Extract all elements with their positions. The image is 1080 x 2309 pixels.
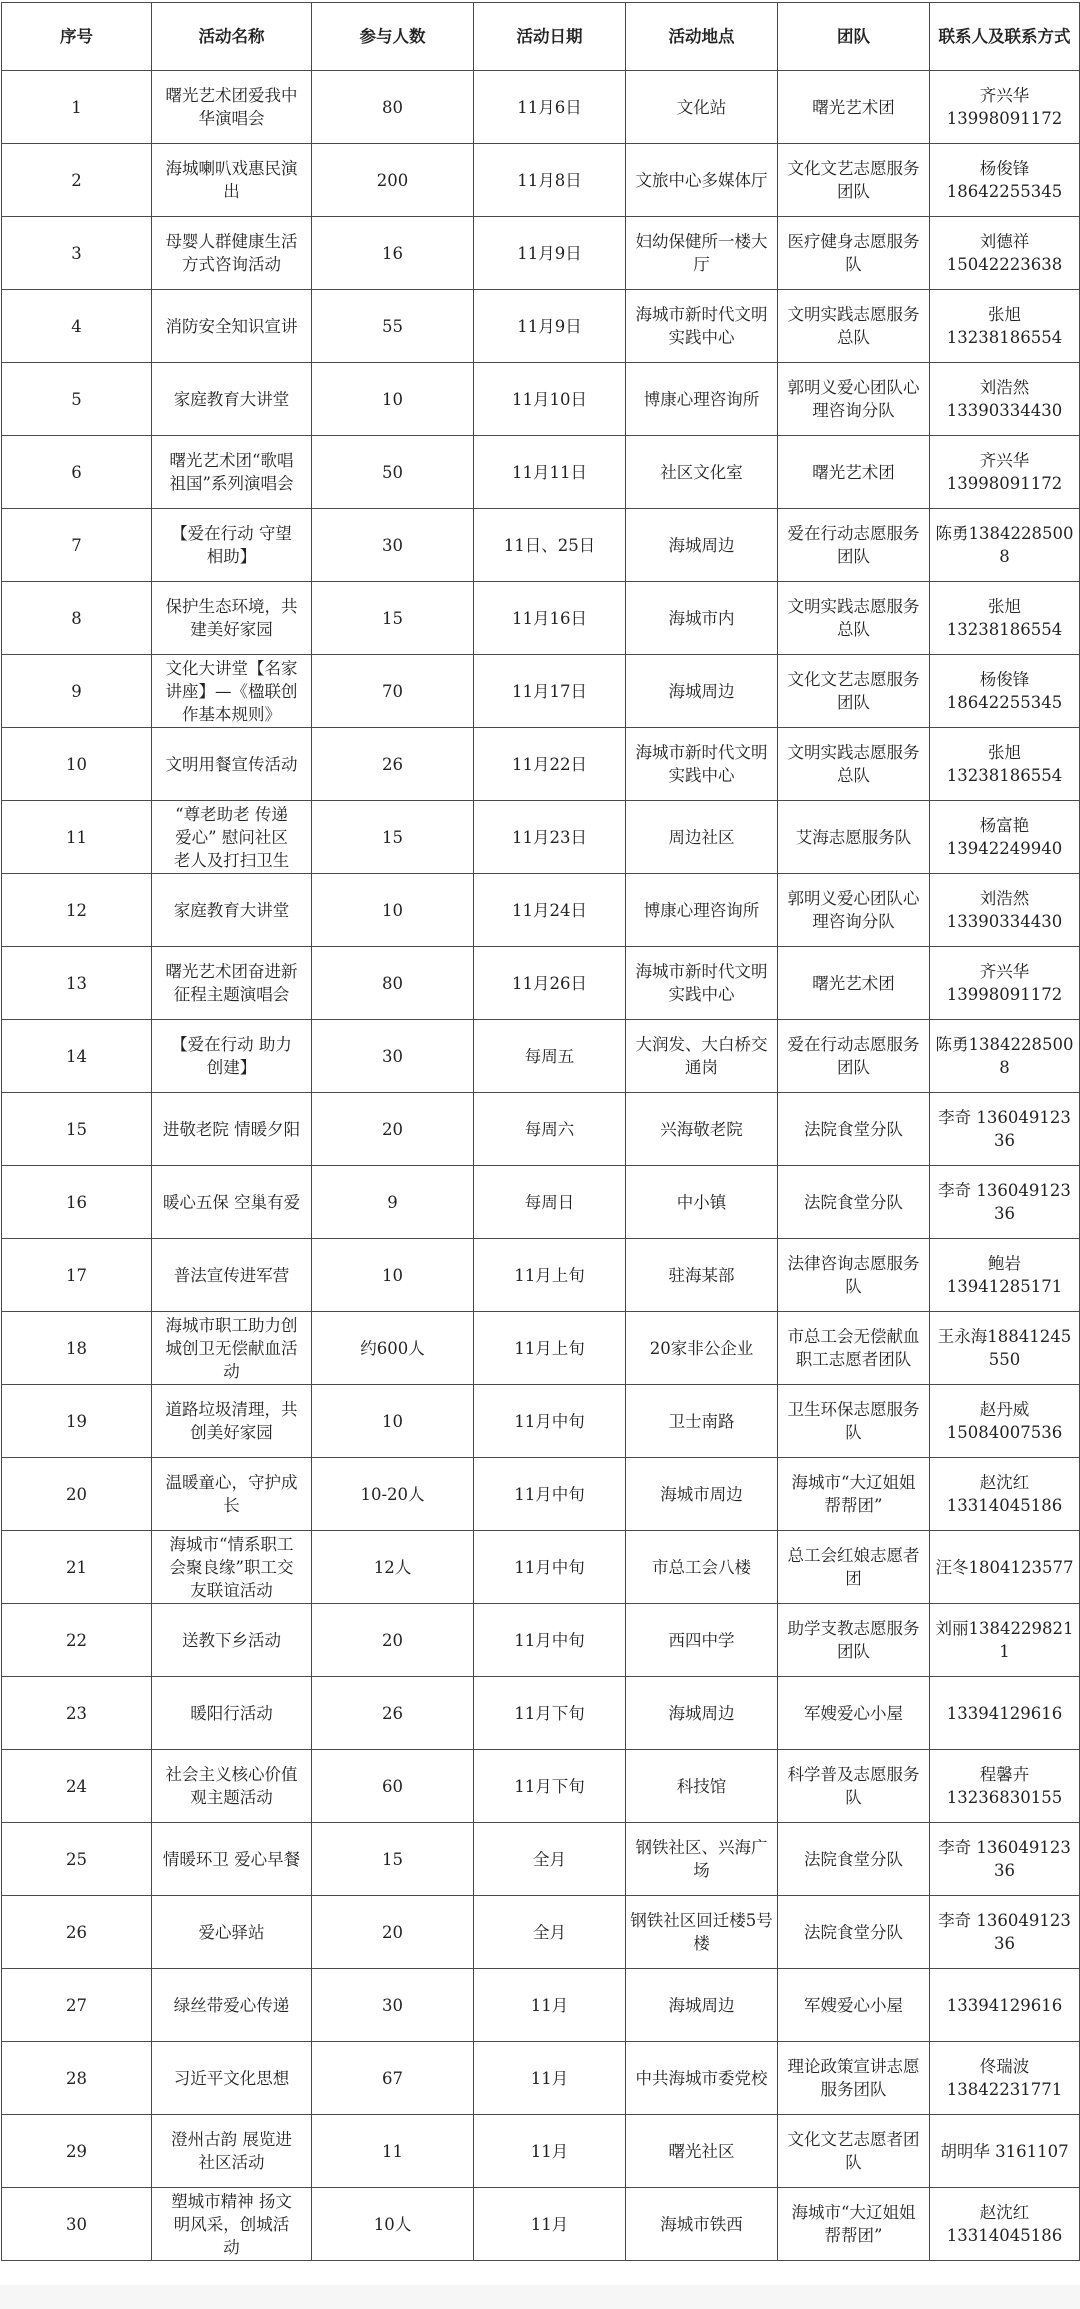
team-name: 法院食堂分队 [778, 1823, 930, 1896]
contact-info: 赵丹威 15084007536 [930, 1385, 1080, 1458]
activity-date: 全月 [474, 1896, 626, 1969]
activity-location: 大润发、大白桥交 通岗 [626, 1020, 778, 1093]
activity-location: 博康心理咨询所 [626, 363, 778, 436]
contact-info: 张旭 13238186554 [930, 582, 1080, 655]
table-row [2, 947, 1080, 1020]
participant-count: 80 [312, 71, 474, 144]
contact-info: 杨俊锋 18642255345 [930, 655, 1080, 728]
activity-location: 中共海城市委党校 [626, 2042, 778, 2115]
table-row [2, 1896, 1080, 1969]
table-row [2, 1239, 1080, 1312]
activity-date: 11月 [474, 2115, 626, 2188]
activity-date: 11月10日 [474, 363, 626, 436]
activity-name: 绿丝带爱心传递 [152, 1969, 312, 2042]
activity-name: 暖心五保 空巢有爱 [152, 1166, 312, 1239]
contact-info: 张旭 13238186554 [930, 290, 1080, 363]
activity-name: 海城市职工助力创 城创卫无偿献血活 动 [152, 1312, 312, 1385]
participant-count: 11 [312, 2115, 474, 2188]
row-index: 3 [2, 217, 152, 290]
team-name: 文化文艺志愿服务 团队 [778, 144, 930, 217]
activity-location: 驻海某部 [626, 1239, 778, 1312]
contact-info: 李奇 13604912336 [930, 1823, 1080, 1896]
activity-date: 11月下旬 [474, 1677, 626, 1750]
activity-location: 海城周边 [626, 655, 778, 728]
contact-info: 张旭 13238186554 [930, 728, 1080, 801]
table-row [2, 2188, 1080, 2261]
contact-info: 赵沈红 13314045186 [930, 1458, 1080, 1531]
activity-name: 海城市“情系职工 会聚良缘”职工交 友联谊活动 [152, 1531, 312, 1604]
team-name: 曙光艺术团 [778, 436, 930, 509]
header-team: 团队 [778, 3, 930, 71]
contact-info: 陈勇13842285008 [930, 1020, 1080, 1093]
activity-date: 每周日 [474, 1166, 626, 1239]
activity-name: 文明用餐宣传活动 [152, 728, 312, 801]
activity-name: 澄州古韵 展览进 社区活动 [152, 2115, 312, 2188]
team-name: 曙光艺术团 [778, 71, 930, 144]
row-index: 1 [2, 71, 152, 144]
activity-date: 11月 [474, 2042, 626, 2115]
table-row [2, 1750, 1080, 1823]
activity-location: 钢铁社区、兴海广场 [626, 1823, 778, 1896]
contact-info: 刘浩然 13390334430 [930, 363, 1080, 436]
activity-date: 11月8日 [474, 144, 626, 217]
row-index: 4 [2, 290, 152, 363]
team-name: 艾海志愿服务队 [778, 801, 930, 874]
contact-info: 杨富艳 13942249940 [930, 801, 1080, 874]
table-row [2, 874, 1080, 947]
activity-name: “尊老助老 传递 爱心” 慰问社区 老人及打扫卫生 [152, 801, 312, 874]
participant-count: 10 [312, 1385, 474, 1458]
contact-info: 陈勇13842285008 [930, 509, 1080, 582]
table-row [2, 290, 1080, 363]
participant-count: 10人 [312, 2188, 474, 2261]
activity-date: 11月 [474, 2188, 626, 2261]
row-index: 30 [2, 2188, 152, 2261]
activity-date: 11月16日 [474, 582, 626, 655]
participant-count: 30 [312, 1020, 474, 1093]
team-name: 法院食堂分队 [778, 1896, 930, 1969]
activity-name: 习近平文化思想 [152, 2042, 312, 2115]
header-location: 活动地点 [626, 3, 778, 71]
team-name: 文明实践志愿服务 总队 [778, 582, 930, 655]
activity-date: 每周六 [474, 1093, 626, 1166]
table-row [2, 655, 1080, 728]
activity-location: 卫士南路 [626, 1385, 778, 1458]
contact-info: 13394129616 [930, 1677, 1080, 1750]
table-row [2, 363, 1080, 436]
activity-date: 11月6日 [474, 71, 626, 144]
contact-info: 刘丽13842298211 [930, 1604, 1080, 1677]
participant-count: 10 [312, 363, 474, 436]
activity-location: 市总工会八楼 [626, 1531, 778, 1604]
row-index: 27 [2, 1969, 152, 2042]
participant-count: 200 [312, 144, 474, 217]
team-name: 法院食堂分队 [778, 1093, 930, 1166]
activity-location: 社区文化室 [626, 436, 778, 509]
activity-name: 曙光艺术团“歌唱 祖国”系列演唱会 [152, 436, 312, 509]
row-index: 25 [2, 1823, 152, 1896]
row-index: 5 [2, 363, 152, 436]
header-activity-name: 活动名称 [152, 3, 312, 71]
team-name: 法院食堂分队 [778, 1166, 930, 1239]
row-index: 6 [2, 436, 152, 509]
team-name: 文化文艺志愿者团 队 [778, 2115, 930, 2188]
participant-count: 约600人 [312, 1312, 474, 1385]
row-index: 12 [2, 874, 152, 947]
activity-name: 情暖环卫 爱心早餐 [152, 1823, 312, 1896]
table-row [2, 1969, 1080, 2042]
contact-info: 李奇 13604912336 [930, 1166, 1080, 1239]
row-index: 10 [2, 728, 152, 801]
activity-name: 海城喇叭戏惠民演 出 [152, 144, 312, 217]
row-index: 9 [2, 655, 152, 728]
activity-location: 周边社区 [626, 801, 778, 874]
activity-name: 母婴人群健康生活 方式咨询活动 [152, 217, 312, 290]
table-row [2, 217, 1080, 290]
row-index: 2 [2, 144, 152, 217]
table-row [2, 1020, 1080, 1093]
row-index: 19 [2, 1385, 152, 1458]
participant-count: 9 [312, 1166, 474, 1239]
participant-count: 55 [312, 290, 474, 363]
team-name: 曙光艺术团 [778, 947, 930, 1020]
row-index: 29 [2, 2115, 152, 2188]
activity-date: 11月26日 [474, 947, 626, 1020]
participant-count: 20 [312, 1896, 474, 1969]
table-row [2, 1604, 1080, 1677]
participant-count: 60 [312, 1750, 474, 1823]
activity-location: 博康心理咨询所 [626, 874, 778, 947]
contact-info: 汪冬1804123577 [930, 1531, 1080, 1604]
row-index: 15 [2, 1093, 152, 1166]
row-index: 23 [2, 1677, 152, 1750]
activity-location: 兴海敬老院 [626, 1093, 778, 1166]
table-row [2, 1385, 1080, 1458]
contact-info: 齐兴华 13998091172 [930, 71, 1080, 144]
activity-name: 曙光艺术团爱我中 华演唱会 [152, 71, 312, 144]
contact-info: 程馨卉 13236830155 [930, 1750, 1080, 1823]
team-name: 军嫂爱心小屋 [778, 1969, 930, 2042]
table-row [2, 728, 1080, 801]
activity-location: 海城周边 [626, 1969, 778, 2042]
participant-count: 20 [312, 1093, 474, 1166]
activity-location: 海城市新时代文明 实践中心 [626, 728, 778, 801]
activity-name: 普法宣传进军营 [152, 1239, 312, 1312]
table-row [2, 1312, 1080, 1385]
contact-info: 齐兴华 13998091172 [930, 947, 1080, 1020]
activity-date: 11月22日 [474, 728, 626, 801]
header-date: 活动日期 [474, 3, 626, 71]
team-name: 助学支教志愿服务 团队 [778, 1604, 930, 1677]
participant-count: 15 [312, 801, 474, 874]
participant-count: 10-20人 [312, 1458, 474, 1531]
table-row [2, 1093, 1080, 1166]
team-name: 市总工会无偿献血 职工志愿者团队 [778, 1312, 930, 1385]
table-row [2, 582, 1080, 655]
contact-info: 胡明华 3161107 [930, 2115, 1080, 2188]
row-index: 24 [2, 1750, 152, 1823]
table-row [2, 509, 1080, 582]
header-contact: 联系人及联系方式 [930, 3, 1080, 71]
participant-count: 70 [312, 655, 474, 728]
participant-count: 10 [312, 874, 474, 947]
activity-location: 科技馆 [626, 1750, 778, 1823]
activity-location: 文旅中心多媒体厅 [626, 144, 778, 217]
activity-location: 海城周边 [626, 509, 778, 582]
participant-count: 26 [312, 1677, 474, 1750]
participant-count: 10 [312, 1239, 474, 1312]
participant-count: 15 [312, 1823, 474, 1896]
participant-count: 30 [312, 1969, 474, 2042]
activity-date: 11月中旬 [474, 1458, 626, 1531]
activity-date: 11月中旬 [474, 1604, 626, 1677]
table-row [2, 1677, 1080, 1750]
row-index: 11 [2, 801, 152, 874]
row-index: 13 [2, 947, 152, 1020]
activity-location: 海城周边 [626, 1677, 778, 1750]
row-index: 14 [2, 1020, 152, 1093]
activity-date: 11月9日 [474, 290, 626, 363]
activity-table [1, 2, 1080, 2261]
contact-info: 鲍岩 13941285171 [930, 1239, 1080, 1312]
activity-location: 海城市内 [626, 582, 778, 655]
team-name: 医疗健身志愿服务 队 [778, 217, 930, 290]
participant-count: 20 [312, 1604, 474, 1677]
activity-date: 11月23日 [474, 801, 626, 874]
participant-count: 30 [312, 509, 474, 582]
team-name: 爱在行动志愿服务 团队 [778, 1020, 930, 1093]
row-index: 22 [2, 1604, 152, 1677]
team-name: 法律咨询志愿服务 队 [778, 1239, 930, 1312]
table-row [2, 801, 1080, 874]
row-index: 18 [2, 1312, 152, 1385]
activity-location: 20家非公企业 [626, 1312, 778, 1385]
activity-name: 家庭教育大讲堂 [152, 363, 312, 436]
activity-date: 11月上旬 [474, 1312, 626, 1385]
team-name: 卫生环保志愿服务 队 [778, 1385, 930, 1458]
row-index: 20 [2, 1458, 152, 1531]
activity-name: 家庭教育大讲堂 [152, 874, 312, 947]
activity-date: 全月 [474, 1823, 626, 1896]
contact-info: 刘德祥 15042223638 [930, 217, 1080, 290]
row-index: 17 [2, 1239, 152, 1312]
activity-location: 妇幼保健所一楼大 厅 [626, 217, 778, 290]
activity-date: 11月11日 [474, 436, 626, 509]
row-index: 7 [2, 509, 152, 582]
activity-location: 海城市新时代文明 实践中心 [626, 947, 778, 1020]
participant-count: 80 [312, 947, 474, 1020]
header-index: 序号 [2, 3, 152, 71]
activity-name: 进敬老院 情暖夕阳 [152, 1093, 312, 1166]
header-row [2, 3, 1080, 71]
team-name: 郭明义爱心团队心 理咨询分队 [778, 363, 930, 436]
participant-count: 16 [312, 217, 474, 290]
activity-name: 道路垃圾清理，共 创美好家园 [152, 1385, 312, 1458]
header-participants: 参与人数 [312, 3, 474, 71]
contact-info: 13394129616 [930, 1969, 1080, 2042]
activity-location: 文化站 [626, 71, 778, 144]
activity-date: 11月中旬 [474, 1531, 626, 1604]
activity-location: 曙光社区 [626, 2115, 778, 2188]
contact-info: 刘浩然 13390334430 [930, 874, 1080, 947]
activity-location: 中小镇 [626, 1166, 778, 1239]
activity-location: 西四中学 [626, 1604, 778, 1677]
activity-location: 海城市新时代文明 实践中心 [626, 290, 778, 363]
table-row [2, 1166, 1080, 1239]
table-row [2, 144, 1080, 217]
team-name: 郭明义爱心团队心 理咨询分队 [778, 874, 930, 947]
row-index: 16 [2, 1166, 152, 1239]
participant-count: 26 [312, 728, 474, 801]
activity-location: 钢铁社区回迁楼5号楼 [626, 1896, 778, 1969]
activity-date: 11月24日 [474, 874, 626, 947]
participant-count: 12人 [312, 1531, 474, 1604]
table-row [2, 2042, 1080, 2115]
activity-name: 消防安全知识宣讲 [152, 290, 312, 363]
team-name: 海城市“大辽姐姐 帮帮团” [778, 2188, 930, 2261]
activity-date: 11月中旬 [474, 1385, 626, 1458]
activity-name: 温暖童心，守护成 长 [152, 1458, 312, 1531]
activity-date: 11月 [474, 1969, 626, 2042]
activity-location: 海城市铁西 [626, 2188, 778, 2261]
team-name: 文明实践志愿服务 总队 [778, 728, 930, 801]
contact-info: 李奇 13604912336 [930, 1896, 1080, 1969]
table-row [2, 71, 1080, 144]
table-body [2, 71, 1080, 2261]
activity-name: 【爱在行动 守望 相助】 [152, 509, 312, 582]
contact-info: 齐兴华 13998091172 [930, 436, 1080, 509]
participant-count: 15 [312, 582, 474, 655]
activity-name: 文化大讲堂【名家 讲座】—《楹联创 作基本规则》 [152, 655, 312, 728]
team-name: 军嫂爱心小屋 [778, 1677, 930, 1750]
activity-name: 保护生态环境，共 建美好家园 [152, 582, 312, 655]
activity-name: 曙光艺术团奋进新 征程主题演唱会 [152, 947, 312, 1020]
team-name: 文化文艺志愿服务 团队 [778, 655, 930, 728]
activity-name: 送教下乡活动 [152, 1604, 312, 1677]
participant-count: 50 [312, 436, 474, 509]
participant-count: 67 [312, 2042, 474, 2115]
activity-name: 【爱在行动 助力 创建】 [152, 1020, 312, 1093]
team-name: 理论政策宣讲志愿 服务团队 [778, 2042, 930, 2115]
row-index: 21 [2, 1531, 152, 1604]
activity-name: 暖阳行活动 [152, 1677, 312, 1750]
table-row [2, 1823, 1080, 1896]
table-row [2, 436, 1080, 509]
activity-date: 11日、25日 [474, 509, 626, 582]
activity-date: 11月上旬 [474, 1239, 626, 1312]
team-name: 爱在行动志愿服务 团队 [778, 509, 930, 582]
table-row [2, 2115, 1080, 2188]
team-name: 文明实践志愿服务 总队 [778, 290, 930, 363]
row-index: 26 [2, 1896, 152, 1969]
contact-info: 佟瑞波 13842231771 [930, 2042, 1080, 2115]
row-index: 28 [2, 2042, 152, 2115]
team-name: 海城市“大辽姐姐 帮帮团” [778, 1458, 930, 1531]
contact-info: 杨俊锋 18642255345 [930, 144, 1080, 217]
activity-name: 爱心驿站 [152, 1896, 312, 1969]
activity-date: 每周五 [474, 1020, 626, 1093]
contact-info: 李奇 13604912336 [930, 1093, 1080, 1166]
activity-location: 海城市周边 [626, 1458, 778, 1531]
activity-date: 11月下旬 [474, 1750, 626, 1823]
bottom-margin [0, 2285, 1080, 2309]
contact-info: 赵沈红 13314045186 [930, 2188, 1080, 2261]
contact-info: 王永海18841245550 [930, 1312, 1080, 1385]
team-name: 总工会红娘志愿者团 [778, 1531, 930, 1604]
activity-name: 社会主义核心价值 观主题活动 [152, 1750, 312, 1823]
activity-name: 塑城市精神 扬文 明风采，创城活 动 [152, 2188, 312, 2261]
table-row [2, 1531, 1080, 1604]
activity-date: 11月17日 [474, 655, 626, 728]
row-index: 8 [2, 582, 152, 655]
team-name: 科学普及志愿服务 队 [778, 1750, 930, 1823]
table-row [2, 1458, 1080, 1531]
activity-date: 11月9日 [474, 217, 626, 290]
